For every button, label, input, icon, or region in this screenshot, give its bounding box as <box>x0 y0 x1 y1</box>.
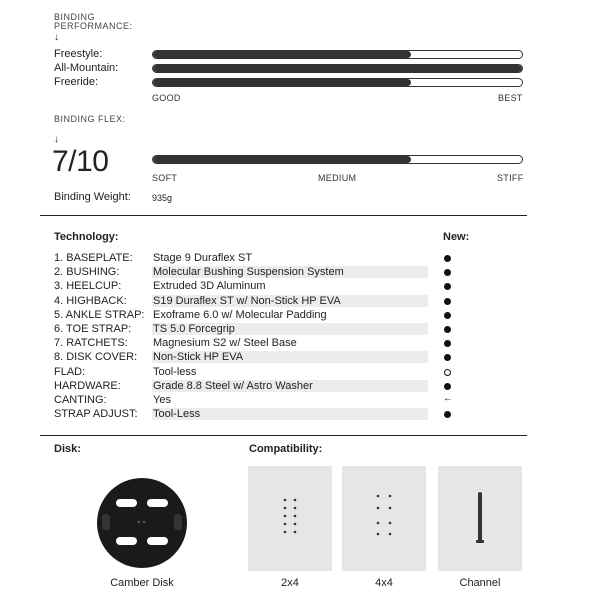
new-dot-icon <box>444 326 451 333</box>
scale-good: GOOD <box>152 93 181 103</box>
tech-row-key: HARDWARE: <box>54 379 121 392</box>
flex-scale-stiff: STIFF <box>497 173 524 183</box>
compat-4x4-caption: 4x4 <box>375 577 393 589</box>
divider <box>40 215 527 216</box>
tech-row-value: TS 5.0 Forcegrip <box>152 323 428 335</box>
perf-freestyle-label: Freestyle: <box>54 48 103 60</box>
tech-row-key: 7. RATCHETS: <box>54 337 128 350</box>
tech-row-key: FLAD: <box>54 365 86 378</box>
channel-icon <box>438 466 522 571</box>
flex-bar <box>152 155 523 164</box>
4x4-pattern-icon <box>342 466 426 571</box>
tech-row-value: Tool-less <box>153 365 197 378</box>
new-dot-icon <box>444 298 451 305</box>
new-dot-icon <box>444 354 451 361</box>
tech-row-key: 1. BASEPLATE: <box>54 252 133 264</box>
new-dot-icon <box>444 255 451 262</box>
camber-disk-icon <box>96 477 188 569</box>
new-dot-icon <box>444 269 451 276</box>
flex-scale-soft: SOFT <box>152 173 178 183</box>
tech-row-value: Stage 9 Duraflex ST <box>153 252 253 264</box>
flex-bar-fill <box>153 156 411 163</box>
tech-row-value: Tool-Less <box>152 408 428 420</box>
perf-bar-fill <box>153 51 411 58</box>
tech-row-value: Grade 8.8 Steel w/ Astro Washer <box>152 380 428 392</box>
tech-row-key: STRAP ADJUST: <box>54 408 138 421</box>
tech-row-key: 6. TOE STRAP: <box>54 323 132 335</box>
new-dot-icon <box>444 411 451 418</box>
tech-row-value: Exoframe 6.0 w/ Molecular Padding <box>153 308 327 321</box>
2x4-pattern-icon <box>248 466 332 571</box>
performance-label: BINDING PERFORMANCE: <box>54 12 133 31</box>
flex-scale-medium: MEDIUM <box>318 173 357 183</box>
tech-row-key: 2. BUSHING: <box>54 266 120 279</box>
perf-freeride-bar <box>152 78 523 87</box>
compatibility-title: Compatibility: <box>249 443 323 455</box>
disk-caption: Camber Disk <box>110 577 174 589</box>
compat-4x4-card <box>342 466 426 571</box>
scale-best: BEST <box>498 93 523 103</box>
perf-freeride-label: Freeride: <box>54 76 99 88</box>
perf-bar-fill <box>153 65 522 72</box>
new-dot-icon <box>444 312 451 319</box>
tech-row-key: 4. HIGHBACK: <box>54 294 127 307</box>
tech-row-key: 8. DISK COVER: <box>54 351 138 364</box>
compat-2x4-card <box>248 466 332 571</box>
divider <box>40 435 527 436</box>
new-dot-icon <box>444 383 451 390</box>
left-arrow-icon: ← <box>443 393 453 404</box>
tech-row-key: CANTING: <box>54 394 107 406</box>
down-arrow-icon: ↓ <box>54 32 59 43</box>
tech-row-value: S19 Duraflex ST w/ Non-Stick HP EVA <box>152 295 428 307</box>
new-dot-icon <box>444 283 451 290</box>
flex-value: 7/10 <box>52 145 109 178</box>
tech-row-value: Extruded 3D Aluminum <box>153 280 266 293</box>
tech-row-key: 5. ANKLE STRAP: <box>54 308 145 321</box>
technology-title: Technology: <box>54 231 119 243</box>
flex-label: BINDING FLEX: <box>54 114 126 124</box>
compat-channel-card <box>438 466 522 571</box>
tech-row-key: 3. HEELCUP: <box>54 280 122 293</box>
weight-value: 935g <box>152 193 173 203</box>
disk-title: Disk: <box>54 443 81 455</box>
tech-row-value: Non-Stick HP EVA <box>152 351 428 363</box>
new-dot-icon <box>444 340 451 347</box>
tech-row-value: Magnesium S2 w/ Steel Base <box>153 337 297 350</box>
compat-channel-caption: Channel <box>459 577 501 589</box>
compat-2x4-caption: 2x4 <box>281 577 299 589</box>
new-hollow-dot-icon <box>444 369 451 376</box>
perf-bar-fill <box>153 79 411 86</box>
perf-allmountain-label: All-Mountain: <box>54 62 119 74</box>
tech-row-value: Molecular Bushing Suspension System <box>152 266 428 278</box>
perf-allmountain-bar <box>152 64 523 73</box>
down-arrow-icon: ↓ <box>54 134 59 145</box>
tech-row-value: Yes <box>153 394 171 406</box>
perf-freestyle-bar <box>152 50 523 59</box>
weight-label: Binding Weight: <box>54 191 131 203</box>
new-title: New: <box>443 231 470 243</box>
